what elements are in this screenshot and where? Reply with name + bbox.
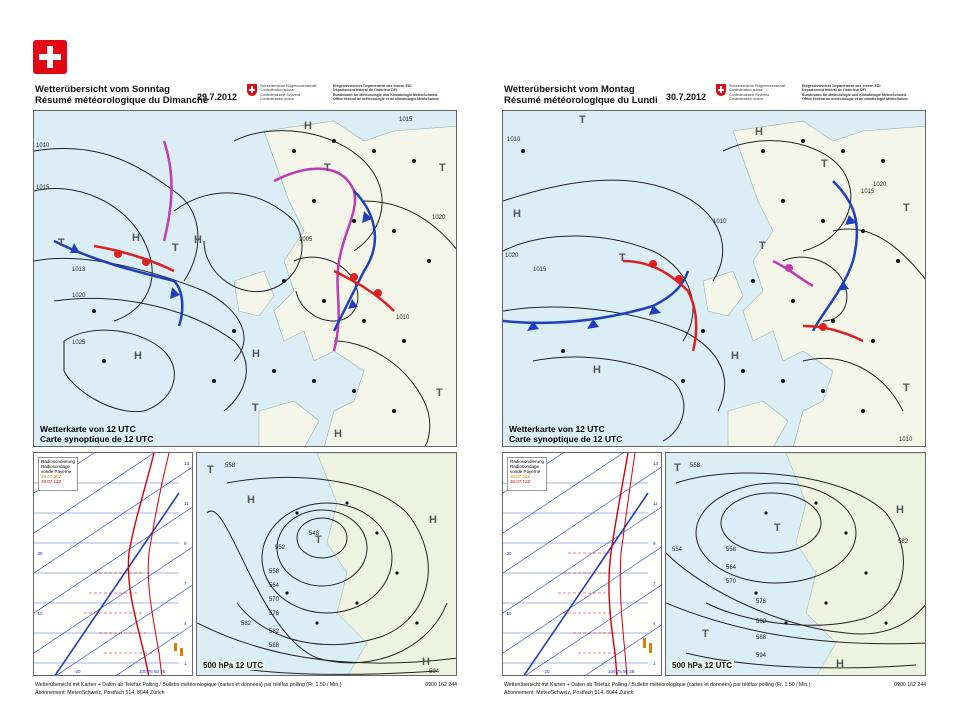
swiss-crest-icon bbox=[247, 84, 257, 96]
upper-air-caption: 500 hPa 12 UTC bbox=[203, 661, 264, 670]
svg-text:-10: -10 bbox=[36, 611, 43, 616]
svg-text:-30: -30 bbox=[505, 551, 512, 556]
department-names: Eidgenössisches Departement des Innern EDI Département fédéral de l'intérieur DFI Bundesamt für Meteorologie und Klimatologie MeteoSchweiz Office fédéral de météorologie et de climatologie MétéoSuisse bbox=[802, 84, 909, 102]
map-caption-german: Wetterkarte von 12 UTC bbox=[509, 424, 605, 434]
svg-text:582: 582 bbox=[898, 539, 909, 545]
svg-text:1020: 1020 bbox=[432, 215, 446, 221]
svg-text:554: 554 bbox=[672, 547, 683, 553]
svg-text:1020: 1020 bbox=[505, 253, 519, 259]
svg-text:T: T bbox=[324, 162, 331, 174]
svg-text:H: H bbox=[755, 126, 763, 138]
svg-text:548: 548 bbox=[309, 531, 320, 537]
svg-text:H: H bbox=[429, 514, 437, 526]
svg-text:576: 576 bbox=[756, 599, 767, 605]
svg-text:1: 1 bbox=[184, 661, 187, 666]
svg-text:558: 558 bbox=[225, 463, 236, 469]
svg-text:1015: 1015 bbox=[861, 189, 875, 195]
svg-text:T: T bbox=[774, 522, 781, 534]
svg-text:564: 564 bbox=[726, 565, 737, 571]
svg-text:1010: 1010 bbox=[507, 137, 521, 143]
radiosonde-diagram bbox=[33, 452, 193, 676]
svg-text:7: 7 bbox=[184, 581, 187, 586]
radiosonde-legend: Radiosondierung Radiosondage vonde Payerne 30.07.00Z 30.07.12Z bbox=[507, 457, 547, 491]
footer-phone: 0900 162 244 bbox=[894, 682, 926, 688]
map-caption-french: Carte synoptique de 12 UTC bbox=[40, 434, 154, 444]
title-german: Wetterübersicht vom Sonntag bbox=[35, 84, 170, 95]
department-names: Eidgenössisches Departement des Innern EDI Département fédéral de l'intérieur DFI Bundesamt für Meteorologie und Klimatologie MeteoSchweiz Office fédéral de météorologie et de climatologie MétéoSuisse bbox=[333, 84, 440, 102]
svg-text:T: T bbox=[207, 464, 214, 476]
svg-text:H: H bbox=[593, 364, 601, 376]
svg-text:1025: 1025 bbox=[72, 340, 86, 346]
svg-text:T: T bbox=[315, 534, 322, 546]
svg-text:594: 594 bbox=[429, 669, 440, 675]
svg-text:H: H bbox=[513, 208, 521, 220]
upper-air-caption: 500 hPa 12 UTC bbox=[672, 661, 733, 670]
swiss-cross-logo bbox=[33, 40, 67, 74]
confederation-names: Schweizerische Eidgenossenschaft Confédération suisse Confederazione Svizzera Confederaziun svizra bbox=[729, 84, 786, 102]
svg-text:11: 11 bbox=[653, 501, 658, 506]
svg-text:13: 13 bbox=[184, 461, 190, 466]
radiosonde-diagram bbox=[502, 452, 662, 676]
svg-text:T: T bbox=[674, 462, 681, 474]
svg-text:588: 588 bbox=[756, 635, 767, 641]
svg-text:11: 11 bbox=[184, 501, 189, 506]
surface-weather-map bbox=[33, 110, 457, 447]
svg-text:1013: 1013 bbox=[72, 267, 86, 273]
svg-text:H: H bbox=[422, 656, 430, 668]
swiss-crest-icon bbox=[716, 84, 726, 96]
svg-text:H: H bbox=[132, 232, 140, 244]
svg-text:T: T bbox=[172, 242, 179, 254]
svg-text:9: 9 bbox=[653, 541, 656, 546]
svg-text:T: T bbox=[821, 158, 828, 170]
svg-text:-10: -10 bbox=[505, 611, 512, 616]
svg-text:H: H bbox=[836, 658, 844, 670]
svg-text:1010: 1010 bbox=[36, 143, 50, 149]
sheet-date: 30.7.2012 bbox=[666, 92, 707, 102]
title-french: Résumé météorologique du Dimanche bbox=[35, 95, 209, 106]
svg-text:582: 582 bbox=[269, 629, 280, 635]
upper-air-500hpa-map bbox=[196, 452, 457, 676]
upper-air-drawing bbox=[197, 453, 457, 676]
surface-weather-map bbox=[502, 110, 926, 447]
svg-text:1015: 1015 bbox=[533, 267, 547, 273]
svg-text:H: H bbox=[194, 234, 202, 246]
svg-text:H: H bbox=[731, 350, 739, 362]
weather-sheet-monday bbox=[502, 80, 932, 710]
sheet-header bbox=[502, 80, 932, 110]
svg-text:582: 582 bbox=[756, 619, 767, 625]
svg-text:4: 4 bbox=[653, 621, 656, 626]
svg-text:1010: 1010 bbox=[713, 219, 727, 225]
svg-text:T: T bbox=[439, 162, 446, 174]
footer-service-line: Wetterübersicht mit Karten + Daten ab Telefax Polling / Bulletin météorologique (cartes et données) par téléfax polling (Fr. 1.50 / Min.) bbox=[504, 682, 811, 688]
radiosonde-legend: Radiosondierung Radiosondage vonde Payerne 29.07.00Z 29.07.12Z bbox=[38, 457, 78, 491]
svg-text:570: 570 bbox=[269, 597, 280, 603]
svg-text:T: T bbox=[579, 114, 586, 126]
svg-text:558: 558 bbox=[690, 463, 701, 469]
svg-text:-20: -20 bbox=[543, 669, 550, 674]
map-caption-german: Wetterkarte von 12 UTC bbox=[40, 424, 136, 434]
svg-text:T: T bbox=[58, 237, 65, 249]
svg-text:T: T bbox=[436, 387, 443, 399]
sheet-date: 29.7.2012 bbox=[197, 92, 238, 102]
svg-text:1015: 1015 bbox=[36, 185, 50, 191]
svg-text:T: T bbox=[903, 202, 910, 214]
svg-text:T: T bbox=[252, 402, 259, 414]
footer-subscription-line: Abonnement: MeteoSchweiz, Postfach 514, 8044 Zürich bbox=[35, 690, 165, 696]
surface-map-drawing bbox=[34, 111, 457, 447]
svg-text:4: 4 bbox=[184, 621, 187, 626]
svg-text:-30: -30 bbox=[36, 551, 43, 556]
title-french: Résumé météorologique du Lundi bbox=[504, 95, 658, 106]
map-caption-french: Carte synoptique de 12 UTC bbox=[509, 434, 623, 444]
svg-text:570: 570 bbox=[726, 579, 737, 585]
sheet-header bbox=[33, 80, 463, 110]
svg-text:1: 1 bbox=[653, 661, 656, 666]
svg-text:1010: 1010 bbox=[396, 315, 410, 321]
footer-service-line: Wetterübersicht mit Karten + Daten ab Telefax Polling / Bulletin météorologique (cartes et données) par téléfax polling (Fr. 1.50 / Min.) bbox=[35, 682, 342, 688]
svg-text:558: 558 bbox=[269, 569, 280, 575]
svg-text:582: 582 bbox=[241, 621, 252, 627]
svg-text:588: 588 bbox=[269, 643, 280, 649]
svg-text:9: 9 bbox=[184, 541, 187, 546]
svg-text:594: 594 bbox=[756, 653, 767, 659]
weather-sheet-sunday bbox=[33, 80, 463, 710]
svg-text:1010: 1010 bbox=[899, 437, 913, 443]
svg-text:1020: 1020 bbox=[873, 182, 887, 188]
svg-text:T: T bbox=[619, 252, 626, 264]
svg-text:T: T bbox=[759, 240, 766, 252]
svg-text:552: 552 bbox=[275, 545, 286, 551]
svg-text:100 75 50 25: 100 75 50 25 bbox=[139, 669, 166, 674]
svg-text:564: 564 bbox=[269, 583, 280, 589]
upper-air-drawing bbox=[666, 453, 926, 676]
svg-text:H: H bbox=[252, 348, 260, 360]
svg-text:H: H bbox=[896, 504, 904, 516]
svg-text:-20: -20 bbox=[74, 669, 81, 674]
confederation-names: Schweizerische Eidgenossenschaft Confédération suisse Confederazione Svizzera Confederaziun svizra bbox=[260, 84, 317, 102]
svg-text:H: H bbox=[334, 428, 342, 440]
svg-text:T: T bbox=[702, 628, 709, 640]
svg-text:1005: 1005 bbox=[299, 237, 313, 243]
svg-text:T: T bbox=[903, 382, 910, 394]
footer-subscription-line: Abonnement: MeteoSchweiz, Postfach 514, 8044 Zürich bbox=[504, 690, 634, 696]
svg-text:576: 576 bbox=[269, 611, 280, 617]
svg-text:1020: 1020 bbox=[72, 293, 86, 299]
svg-text:H: H bbox=[134, 350, 142, 362]
svg-text:100 75 50 25: 100 75 50 25 bbox=[608, 669, 635, 674]
footer-phone: 0900 162 244 bbox=[425, 682, 457, 688]
svg-text:H: H bbox=[304, 120, 312, 132]
svg-text:558: 558 bbox=[726, 547, 737, 553]
svg-text:1015: 1015 bbox=[399, 117, 413, 123]
svg-text:13: 13 bbox=[653, 461, 659, 466]
surface-map-drawing bbox=[503, 111, 926, 447]
upper-air-500hpa-map bbox=[665, 452, 926, 676]
title-german: Wetterübersicht vom Montag bbox=[504, 84, 635, 95]
svg-text:H: H bbox=[247, 494, 255, 506]
svg-text:7: 7 bbox=[653, 581, 656, 586]
